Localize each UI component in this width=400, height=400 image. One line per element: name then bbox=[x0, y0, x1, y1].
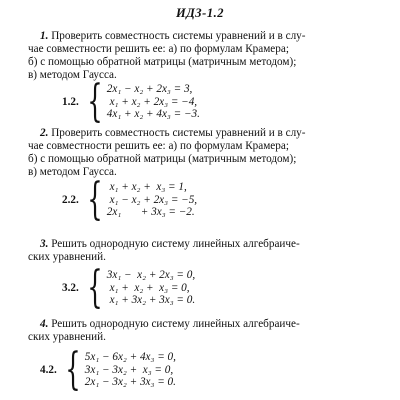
task-3-system bbox=[62, 262, 196, 313]
task-3-line-2: ских уравнений. bbox=[28, 251, 106, 263]
task-4-line-1: 4. Решить однородную систему линейных алгебраиче- bbox=[40, 318, 300, 330]
equation: 2x₁ − 3x₂ + 3x₃ = 0. bbox=[84, 376, 176, 389]
equation: x₁ + x₂ + 2x₃ = −4, bbox=[106, 95, 198, 108]
system-label: 4.2. bbox=[40, 364, 57, 376]
task-2-text bbox=[28, 127, 388, 179]
left-brace: { bbox=[87, 76, 103, 127]
equation: 4x₁ + x₂ + 4x₃ = −3. bbox=[106, 108, 200, 121]
task-1-line-1: 1. Проверить совместность системы уравнений и в слу- bbox=[40, 30, 306, 42]
equation-list bbox=[107, 269, 195, 307]
task-2-number: 2. bbox=[40, 127, 49, 139]
task-1-line-2: чае совместности решить ее: а) по формулам Крамера; bbox=[28, 43, 289, 55]
system-label: 3.2. bbox=[62, 282, 79, 294]
task-1-text bbox=[28, 30, 388, 82]
task-4-system bbox=[40, 344, 176, 395]
task-4-number: 4. bbox=[40, 318, 49, 330]
task-1-line-3: б) с помощью обратной матрицы (матричным методом); bbox=[28, 56, 297, 68]
equation: x₁ + x₂ + x₃ = 1, bbox=[106, 181, 187, 194]
equation: 3x₁ − 3x₂ + x₃ = 0, bbox=[84, 363, 174, 376]
task-2-line-3: б) с помощью обратной матрицы (матричным методом); bbox=[28, 153, 297, 165]
equation: x₁ + x₂ + x₃ = 0, bbox=[106, 281, 190, 294]
task-1-system bbox=[62, 76, 200, 127]
task-2-line-2: чае совместности решить ее: а) по формулам Крамера; bbox=[28, 140, 289, 152]
task-3-line-1: 3. Решить однородную систему линейных алгебраиче- bbox=[40, 238, 300, 250]
left-brace: { bbox=[65, 344, 81, 395]
equation: x₁ + 3x₂ + 3x₃ = 0. bbox=[106, 294, 196, 307]
equation-list bbox=[107, 83, 200, 121]
task-3-text bbox=[28, 238, 388, 264]
system-label: 1.2. bbox=[62, 96, 79, 108]
task-1-line-4: в) методом Гаусса. bbox=[28, 69, 117, 81]
left-brace: { bbox=[87, 262, 103, 313]
equation: 2x₁ − x₂ + 2x₃ = 3, bbox=[106, 83, 193, 96]
equation: 3x₁ − x₂ + 2x₃ = 0, bbox=[106, 269, 196, 282]
system-label: 2.2. bbox=[62, 194, 79, 206]
equation-list bbox=[107, 181, 197, 219]
equation-list bbox=[85, 351, 176, 389]
task-4-line-2: ских уравнений. bbox=[28, 331, 106, 343]
task-2-line-1: 2. Проверить совместность системы уравнений и в слу- bbox=[40, 127, 306, 139]
task-1-number: 1. bbox=[40, 30, 49, 42]
left-brace: { bbox=[87, 174, 103, 225]
task-4-text bbox=[28, 318, 388, 344]
equation: x₁ − x₂ + 2x₃ = −5, bbox=[106, 193, 198, 206]
task-2-line-4: в) методом Гаусса. bbox=[28, 166, 117, 178]
equation: 2x₁ + 3x₃ = −2. bbox=[106, 206, 195, 219]
equation: 5x₁ − 6x₂ + 4x₃ = 0, bbox=[84, 351, 176, 364]
task-3-number: 3. bbox=[40, 238, 49, 250]
task-2-system bbox=[62, 174, 198, 225]
page-title: ИДЗ-1.2 bbox=[176, 6, 224, 20]
